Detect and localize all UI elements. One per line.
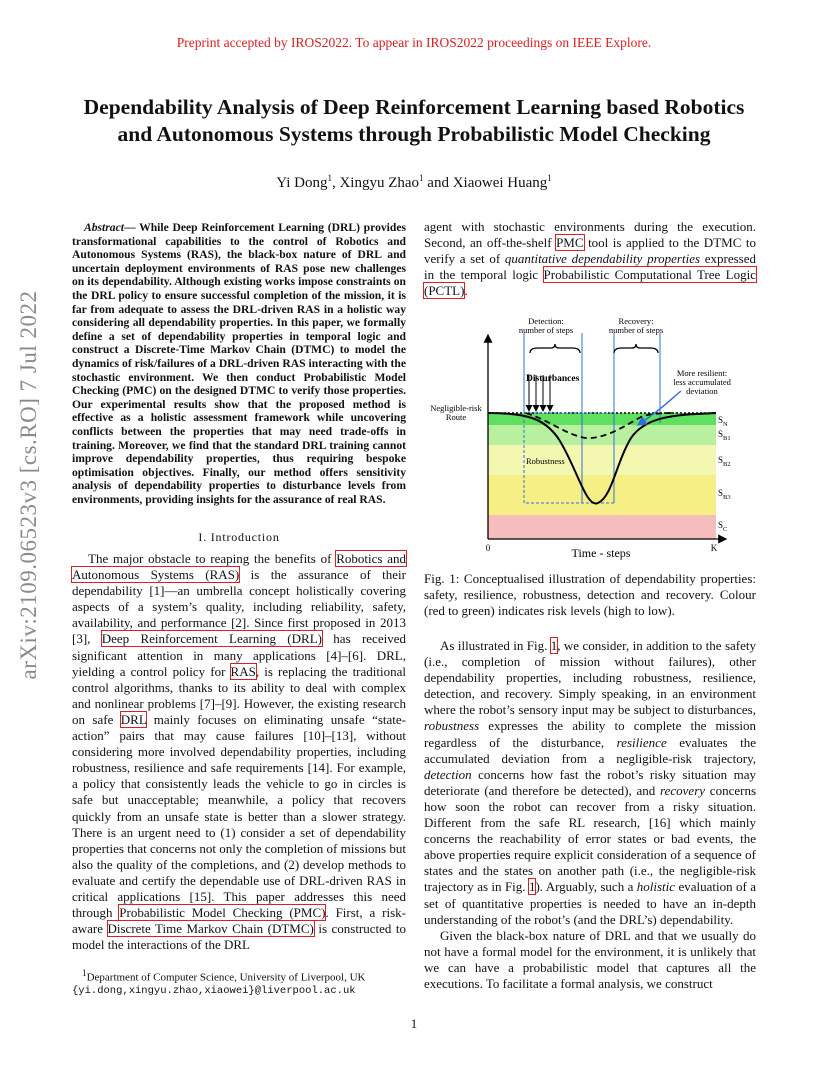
detection-label: Detection:	[528, 316, 564, 326]
right-column-intro: agent with stochastic environments during the execution. Second, an off-the-shelf PMC tool is applied to the DTMC to verify a set of quantitative dependability properties expressed in the temporal logic Probabilistic Computational Tree Logic (PCTL).	[424, 219, 756, 299]
state-label-sc: $S_C$	[718, 520, 728, 533]
resilient-label: less accumulated	[673, 377, 731, 387]
affiliation-mark: 1	[327, 173, 332, 183]
risk-band-sb1	[488, 425, 716, 445]
author-list: Yi Dong$^1$, Xingyu Zhao$^1$ and Xiaowei Huang$^1$	[276, 173, 552, 191]
abstract-label: Abstract	[84, 221, 124, 234]
acronym-link[interactable]: PMC	[556, 235, 584, 251]
figure-ref-link[interactable]: 1	[528, 879, 536, 895]
risk-band-sb2	[488, 445, 716, 475]
author-name: Xingyu Zhao	[339, 175, 420, 191]
route-label: Negligible-risk	[430, 403, 482, 413]
state-label-sb2: $S_{B2}$	[718, 455, 731, 468]
resilient-label: More resilient:	[676, 368, 728, 378]
acronym-link[interactable]: DRL	[120, 711, 147, 727]
figure-ref-link[interactable]: 1	[550, 638, 558, 653]
section-heading: I. Introduction	[198, 530, 280, 544]
title-line-2: and Autonomous Systems through Probabilistic Model Checking	[117, 122, 711, 146]
robustness-label: Robustness	[526, 456, 565, 466]
acronym-link[interactable]: Deep Reinforcement Learning (DRL)	[101, 631, 322, 647]
footnote: $^1$Department of Computer Science, University of Liverpool, UK {yi.dong,xingyu.zhao,xiaowei}@liverpool.ac.uk	[72, 967, 406, 998]
figure-1-illustration	[426, 313, 758, 565]
affiliation-mark: 1	[547, 173, 552, 183]
abstract-text: While Deep Reinforcement Learning (DRL) provides transformational capabilities to the control of Robotics and Autonomous Systems (RAS), the black-box nature of DRL and uncertain deployment environments of RAS pose new challenges on its dependability. Although existing works impose constraints on the DRL policy to ensure successful completion of the mission, it is far from adequate to assess the DRL-driven RAS in a holistic way considering all dependability properties. In this paper, we formally define a set of dependability properties in temporal logic and construct a Discrete-Time Markov Chain (DTMC) to model the dynamics of risk/failures of a DRL-driven RAS interacting with the stochastic environment. We then conduct Probabilistic Model Checking (PMC) on the designed DTMC to verify those properties. Our experimental results show that the proposed method is effective as a holistic assessment framework while uncovering conflicts between the properties that may need trade-offs in training. Moreover, we find that the standard DRL training cannot improve dependability properties, thus requiring bespoke optimisation objectives. Finally, our method offers sensitivity analysis of dependability properties to disturbance levels from environments, providing insights for the assurance of real RAS.	[72, 221, 406, 506]
right-column-body: As illustrated in Fig. 1, we consider, in addition to the safety (i.e., completion of mission without failures), other dependability properties, including robustness, resilience, detection, and recovery. Simply speaking, in an environment where the robot’s sensory input may be subject to disturbances, robustness expresses the ability to complete the mission regardless of the disturbance, resilience evaluates the accumulated deviation from a negligible-risk trajectory, detection concerns how fast the robot’s risky situation may deteriorate (and therefore be detected), and recovery concerns how soon the robot can recover from a risky situation. Different from the safe RL research, [16] which mainly concerns the reachability of error states or bad events, the above properties require explicit consideration of a sequence of states and the states on another path (i.e., the negligible-risk trajectory as in Fig. 1). Arguably, such a holistic evaluation of a set of quantitative properties is needed to have an in-depth understanding of the robot’s (and the DRL’s) dependability. Given the black-box nature of DRL and that we usually do not have a formal model for the environment, it is unlikely that we can have a probabilistic model that captures all the executions. To facilitate a formal analysis, we construct	[424, 638, 756, 991]
abstract: Abstract— While Deep Reinforcement Learning (DRL) provides transformational capabilities to the control of Robotics and Autonomous Systems (RAS), the black-box nature of DRL and uncertain deployment environments of RAS pose new challenges on its dependability. Although existing works impose constraints on the DRL policy to ensure successful completion of the mission, it is far from adequate to assess the DRL-driven RAS in a holistic way considering all dependability properties. In this paper, we formally define a set of dependability properties in temporal logic and construct a Discrete-Time Markov Chain (DTMC) to model the dynamics of risk/failures of a DRL-driven RAS interacting with the stochastic environment. We then conduct Probabilistic Model Checking (PMC) on the designed DTMC to verify those properties. Our experimental results show that the proposed method is effective as a holistic assessment framework while uncovering conflicts between the properties that may need trade-offs in training. Moreover, we find that the standard DRL training cannot improve dependability properties, thus requiring bespoke optimisation objectives. Finally, our method offers sensitivity analysis of dependability properties to disturbance levels from environments, providing insights for the assurance of real RAS.	[72, 221, 406, 506]
risk-band-sc	[488, 515, 716, 539]
arxiv-identifier: arXiv:2109.06523v3 [cs.RO] 7 Jul 2022	[16, 290, 41, 680]
risk-band-sb3	[488, 475, 716, 515]
route-label: Route	[445, 412, 467, 422]
paragraph: Given the black-box nature of DRL and that we usually do not have a formal model for the environment, it is unlikely that we can have a probabilistic model that captures all the executions. To facilitate a formal analysis, we construct	[424, 927, 756, 991]
origin-label: 0	[485, 543, 491, 553]
detection-label: number of steps	[518, 325, 574, 335]
state-label-sb1: $S_{B1}$	[718, 429, 731, 442]
author-name: Yi Dong	[276, 175, 328, 191]
k-label: K	[710, 543, 718, 553]
recovery-label: number of steps	[608, 325, 664, 335]
introduction-text: The major obstacle to reaping the benefits of Robotics and Autonomous Systems (RAS) is the assurance of their dependability [1]—an umbrella concept holistically covering aspects of a system’s quality, including reliability, safety, availability, and performance [2]. Since first proposed in 2013 [3], Deep Reinforcement Learning (DRL) has received significant attention in many applications [4]–[6]. DRL, yielding a control policy for RAS, is replacing the traditional control algorithms, thanks to its ability to deal with complex and nonlinear problems [7]–[9]. However, the existing research on safe DRL mainly focuses on eliminating unsafe “state-action” pairs that may cause failures [10]–[13], without considering more involved dependability properties, including robustness, resilience and safe requirements [14]. For example, a policy that consistently leads the vehicle to go in circles is safe but unacceptable; meanwhile, a policy that recovers quickly from an unsafe state is better than a slower strategy. There is an urgent need to (1) consider a set of dependability properties that concerns not only the completion of missions but also the quality of the completions, and (2) develop methods to evaluate and certify the dependable use of DRL-driven RAS in critical applications [15]. This paper addresses this need through Probabilistic Model Checking (PMC). First, a risk-aware Discrete Time Markov Chain (DTMC) is constructed to model the interactions of the DRL	[72, 551, 406, 953]
figure-caption: Fig. 1: Conceptualised illustration of dependability properties: safety, resilience, robustness, detection and recovery. Colour (red to green) indicates risk levels (high to low).	[424, 571, 756, 619]
preprint-note: Preprint accepted by IROS2022. To appear in IROS2022 proceedings on IEEE Explore.	[176, 35, 652, 50]
acronym-link[interactable]: Discrete Time Markov Chain (DTMC)	[107, 921, 314, 937]
disturbances-label: Disturbances	[526, 374, 580, 384]
state-label-sb3: $S_{B3}$	[718, 488, 731, 501]
acronym-link[interactable]: Probabilistic Model Checking (PMC)	[119, 905, 326, 921]
acronym-link[interactable]: RAS	[230, 663, 256, 679]
recovery-label: Recovery:	[618, 316, 654, 326]
title-line-1: Dependability Analysis of Deep Reinforcement Learning based Robotics	[83, 95, 745, 119]
footnote-emails: {yi.dong,xingyu.zhao,xiaowei}@liverpool.ac.uk	[72, 984, 356, 997]
author-name: Xiaowei Huang	[452, 175, 548, 191]
page-number: 1	[410, 1016, 418, 1031]
arxiv-sidebar	[14, 290, 44, 680]
x-axis-label: Time - steps	[571, 546, 631, 560]
resilient-label: deviation	[686, 386, 718, 396]
acronym-link[interactable]: Robotics and Autonomous Systems (RAS)	[72, 551, 406, 583]
acronym-link[interactable]: Probabilistic Computational Tree Logic (PCTL)	[424, 267, 756, 299]
paper-title	[40, 94, 788, 148]
footnote-affiliation: Department of Computer Science, University of Liverpool, UK	[86, 971, 366, 984]
state-label-sn: $S_N$	[718, 415, 728, 428]
affiliation-mark: 1	[419, 173, 424, 183]
